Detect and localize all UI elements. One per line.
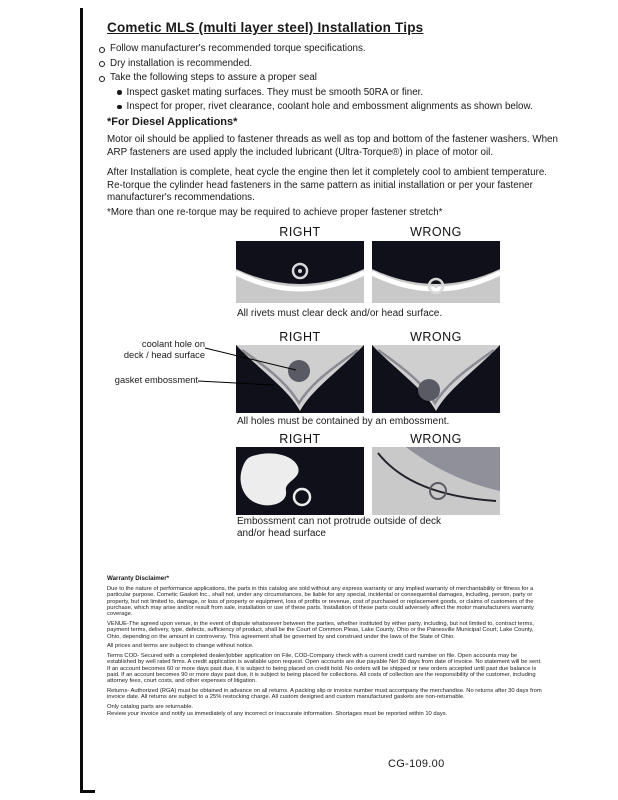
diagram-embossment-wrong-panel	[372, 447, 500, 515]
diagram-rivet-right-panel	[236, 241, 364, 303]
bullet-marker-icon	[99, 61, 105, 67]
annotation-pointer-lines	[196, 344, 306, 390]
wrong-header: WRONG	[410, 330, 462, 344]
list-item	[117, 87, 569, 99]
legal-paragraph: VENUE-The agreed upon venue, in the event of dispute whatsoever between the parties, whether instituted by either party, including, but not limited to, contract terms, payment terms, delivery, type, defects, sufficiency of product, shall be the Court of Common Pleas, Lake County, Ohio or the Painesville Municipal Court, Lake County, Ohio, depending on the amount in controversy. This agreement shall be governed by and construed under the laws of the State of Ohio.	[107, 620, 534, 640]
diagram-rivet-wrong-panel	[372, 241, 500, 303]
legal-paragraph: Only catalog parts are returnable.	[107, 704, 194, 711]
legal-paragraph: Terms COD- Secured with a completed dealer/jobber application on File, COD-Company check with a current credit card number on file. Open accounts may be established by well rated firms. A credit application is available upon request. Open accounts are due payable Net 30 days from date of invoice. No statement will be sent. If an account becomes 60 or more days past due, it is subject to being placed on credit hold. No orders will be shipped or new orders accepted until past due balance is paid. If an account becomes 90 or more days past due, it is subject to being placed for collections. All costs of collection are the responsibility of the customer, including attorney fees, court costs, and other expenses of litigation.	[107, 653, 542, 685]
legal-paragraph: All prices and terms are subject to change without notice.	[107, 643, 254, 650]
bullet-marker-icon	[117, 90, 122, 95]
wrong-header: WRONG	[410, 432, 462, 446]
warranty-disclaimer-heading: Warranty Disclaimer*	[107, 575, 170, 582]
scan-border-line	[80, 8, 83, 791]
list-item	[99, 43, 569, 55]
diesel-paragraph-2: After Installation is complete, heat cycle the engine then let it completely cool to ambient temperature. Re-torque the cylinder head fasteners in the same pattern as initial installation or per your fastener manufacturer's recommendations.	[107, 167, 548, 203]
legal-paragraph: Returns- Authorized (RGA) must be obtained in advance on all returns. A packing slip or invoice number must accompany the merchandise. No returns after 30 days from invoice date. All returns are subject to a 25% restocking charge. All custom designed and custom manufactured gaskets are non-returnable.	[107, 688, 542, 701]
list-item	[99, 72, 569, 84]
legal-paragraph: Due to the nature of performance applications, the parts in this catalog are sold without any express warranty or any implied warranty of merchantability or fitness for a particular purpose. Cometic Gasket Inc., shall not, under any circumstances, be liable for any special, incidental or consequential damages, including, person, party or property, but not limited to, damage, or loss of property or equipment, loss of profits or revenue, cost of purchased or replacement goods, or claims of customers of the purchase, which may arise and/or result from sale, installation or use of these parts. Installation of these parts could adversely affect the motor manufacturers warranty coverage.	[107, 586, 534, 618]
coolant-hole-label	[97, 339, 205, 360]
bullet-marker-icon	[99, 76, 105, 82]
diesel-applications-heading: *For Diesel Applications*	[107, 116, 238, 128]
coolant-hole-label-line2: deck / head surface	[123, 349, 205, 360]
embossment-caption	[237, 516, 547, 540]
diesel-paragraph-1: Motor oil should be applied to fastener threads as well as top and bottom of the fastener washers. When ARP fasteners are used apply the included lubricant (Ultra-Torque®) in place of motor oil.	[107, 134, 558, 158]
bullet-marker-icon	[99, 47, 105, 53]
diagram-embossment-right-panel	[236, 447, 364, 515]
bullet-text: Inspect gasket mating surfaces. They must be smooth 50RA or finer.	[126, 86, 424, 98]
wrong-header: WRONG	[410, 225, 462, 239]
bullet-text: Take the following steps to assure a proper seal	[110, 72, 317, 83]
list-item	[99, 58, 569, 70]
bullet-text: Inspect for proper, rivet clearance, coolant hole and embossment alignments as shown below.	[126, 101, 533, 112]
gasket-embossment-label: gasket embossment	[114, 375, 198, 385]
rivet-caption: All rivets must clear deck and/or head surface.	[237, 308, 443, 319]
bullet-text: Follow manufacturer's recommended torque specifications.	[110, 43, 366, 54]
retorque-note: *More than one re-torque may be required to achieve proper fastener stretch*	[107, 207, 443, 218]
right-header: RIGHT	[279, 330, 321, 344]
warranty-disclaimer-section	[107, 575, 544, 720]
holes-caption: All holes must be contained by an embossment.	[237, 416, 450, 427]
right-header: RIGHT	[279, 432, 321, 446]
page-title: Cometic MLS (multi layer steel) Installation Tips	[107, 20, 424, 35]
list-item	[117, 101, 569, 113]
coolant-hole-label-line1: coolant hole on	[141, 339, 205, 349]
scan-border-corner	[80, 790, 95, 793]
document-code: CG-109.00	[388, 758, 445, 770]
legal-paragraph: Review your invoice and notify us immediately of any incorrect or inaccurate information. Shortages must be reported within 10 days.	[107, 710, 448, 717]
bullet-text: Dry installation is recommended.	[110, 57, 253, 69]
bullet-marker-icon	[117, 105, 122, 110]
embossment-caption-line2: and/or head surface	[237, 528, 326, 539]
embossment-caption-line1: Embossment can not protrude outside of deck	[237, 516, 442, 527]
right-header: RIGHT	[279, 225, 321, 239]
diagram-hole-wrong-panel	[372, 345, 500, 413]
tips-list	[99, 43, 569, 116]
